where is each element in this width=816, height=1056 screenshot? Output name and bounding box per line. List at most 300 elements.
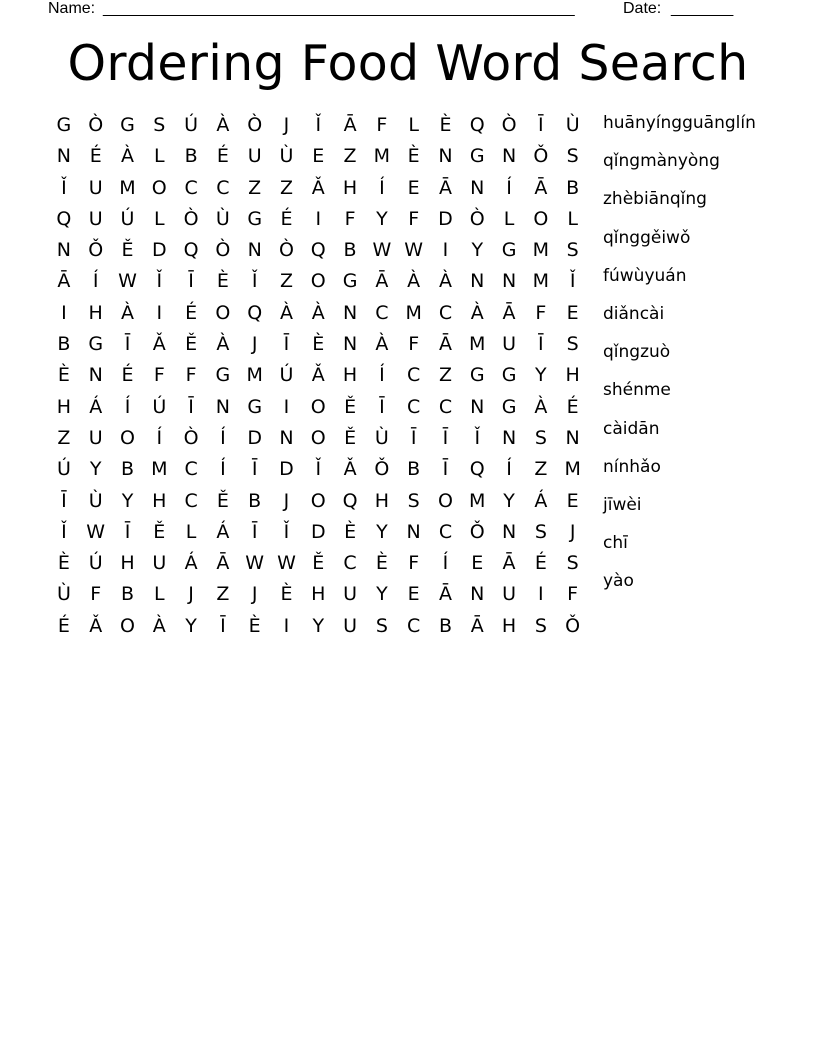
grid-cell[interactable]: Y [185,614,197,637]
grid-cell[interactable]: H [342,364,358,387]
grid-cell[interactable]: O [151,176,167,199]
grid-cell[interactable]: M [469,489,486,512]
grid-cell[interactable]: G [247,207,263,230]
grid-cell[interactable]: J [251,583,258,606]
grid-cell[interactable]: È [439,114,452,136]
grid-cell[interactable]: Ǐ [315,458,322,481]
grid-cell[interactable]: Ú [184,114,199,136]
grid-cell[interactable]: F [408,333,420,356]
grid-cell[interactable]: È [57,364,70,387]
grid-cell[interactable]: Ī [251,458,258,481]
grid-cell[interactable]: Ò [183,207,199,230]
grid-cell[interactable]: M [119,176,136,199]
grid-cell[interactable]: O [310,426,326,449]
grid-cell[interactable]: È [248,614,261,637]
grid-cell[interactable]: É [216,145,229,168]
grid-cell[interactable]: À [120,301,134,324]
grid-cell[interactable]: É [57,614,70,637]
grid-cell[interactable]: Ī [442,426,449,449]
grid-cell[interactable]: B [248,489,262,512]
grid-cell[interactable]: Y [376,207,388,230]
grid-cell[interactable]: I [538,583,544,606]
grid-cell[interactable]: Á [534,489,548,512]
word-list-item: zhèbiānqǐng [603,189,707,210]
grid-cell[interactable]: L [153,207,165,230]
grid-cell[interactable]: Ò [469,207,485,230]
grid-cell[interactable]: À [311,301,325,324]
grid-cell[interactable]: Ò [183,426,199,449]
grid-cell[interactable]: S [375,614,388,637]
grid-cell[interactable]: Ī [124,333,131,356]
grid-cell[interactable]: Ú [279,364,294,387]
grid-cell[interactable]: Ī [220,614,226,637]
grid-cell[interactable]: I [442,239,449,262]
grid-cell[interactable]: Ī [283,333,290,356]
grid-cell[interactable]: U [502,583,517,606]
grid-cell[interactable]: W [277,552,296,575]
grid-cell[interactable]: N [342,301,358,324]
grid-cell[interactable]: G [88,333,104,356]
grid-cell[interactable]: À [470,301,484,324]
grid-cell[interactable]: U [88,426,103,449]
grid-cell[interactable]: C [184,458,198,481]
grid-cell[interactable]: O [437,489,453,512]
grid-cell[interactable]: S [407,489,420,512]
grid-cell[interactable]: G [501,395,517,418]
grid-cell[interactable]: À [216,333,230,356]
grid-cell[interactable]: Í [442,552,449,575]
grid-cell[interactable]: È [280,583,293,606]
grid-cell[interactable]: N [56,239,71,262]
grid-cell[interactable]: Y [121,489,134,512]
grid-cell[interactable]: L [153,145,165,168]
grid-cell[interactable]: U [343,583,358,606]
grid-cell[interactable]: U [502,333,517,356]
grid-cell[interactable]: Q [469,114,485,136]
grid-cell[interactable]: Ī [251,520,258,543]
grid-cell[interactable]: C [343,552,357,575]
grid-cell[interactable]: Ǎ [152,333,166,356]
grid-cell[interactable]: O [533,207,549,230]
grid-cell[interactable]: À [438,270,452,293]
grid-cell[interactable]: Ǒ [374,458,390,481]
grid-cell[interactable]: B [57,333,71,356]
grid-cell[interactable]: S [566,145,579,168]
grid-cell[interactable]: S [566,333,579,356]
word-list-item: qǐngzuò [603,342,671,363]
grid-cell[interactable]: Á [216,520,230,543]
grid-cell[interactable]: N [501,270,517,293]
grid-cell[interactable]: Ā [375,270,389,293]
grid-cell[interactable]: B [184,145,198,168]
grid-cell[interactable]: È [312,333,325,356]
grid-cell[interactable]: Ā [502,301,516,324]
grid-cell[interactable]: Y [312,614,325,637]
grid-cell[interactable]: H [120,552,135,575]
grid-cell[interactable]: Ú [88,552,103,575]
word-list-item: fúwùyuán [603,265,687,286]
grid-cell[interactable]: À [120,145,134,168]
grid-cell[interactable]: Z [279,270,293,293]
grid-cell[interactable]: Ǐ [61,176,67,199]
grid-cell[interactable]: Ǒ [469,520,485,543]
grid-cell[interactable]: M [564,458,581,481]
grid-cell[interactable]: B [407,458,421,481]
grid-cell[interactable]: Ǒ [533,145,549,168]
grid-cell[interactable]: C [407,395,421,418]
grid-cell[interactable]: É [534,552,547,575]
grid-cell[interactable]: Z [438,364,452,387]
grid-cell[interactable]: L [567,207,578,230]
grid-cell[interactable]: N [279,426,294,449]
grid-cell[interactable]: Z [343,145,357,168]
grid-cell[interactable]: Ā [502,552,516,575]
grid-cell[interactable]: G [215,364,231,387]
grid-cell[interactable]: Ī [61,489,67,512]
grid-cell[interactable]: Q [342,489,358,512]
grid-cell[interactable]: Ǎ [311,176,325,199]
grid-cell[interactable]: W [372,239,392,262]
grid-cell[interactable]: Ā [534,176,548,199]
grid-cell[interactable]: Ě [344,426,357,449]
grid-cell[interactable]: C [184,489,198,512]
grid-cell[interactable]: Q [56,207,72,230]
grid-cell[interactable]: H [501,614,517,637]
grid-cell[interactable]: U [247,145,262,168]
grid-cell[interactable]: Ǐ [251,270,258,293]
grid-cell[interactable]: Í [220,458,226,481]
grid-cell[interactable]: Ā [438,333,452,356]
grid-cell[interactable]: F [185,364,197,387]
grid-cell[interactable]: W [86,520,106,543]
word-list-item: càidān [603,418,660,439]
grid-cell[interactable]: À [375,333,389,356]
grid-cell[interactable]: Y [503,489,515,512]
grid-cell[interactable]: S [566,239,579,262]
grid-cell[interactable]: Z [216,583,230,606]
grid-cell[interactable]: F [376,114,388,136]
date-field[interactable]: _______ [671,0,734,17]
grid-cell[interactable]: C [375,301,389,324]
grid-cell[interactable]: S [566,552,579,575]
grid-cell[interactable]: Q [310,239,326,262]
grid-cell[interactable]: È [57,552,70,575]
grid-cell[interactable]: Y [471,239,484,262]
grid-cell[interactable]: Ā [438,176,452,199]
grid-cell[interactable]: S [153,114,166,136]
grid-cell[interactable]: O [310,489,326,512]
grid-cell[interactable]: N [88,364,103,387]
grid-cell[interactable]: Ù [279,145,294,168]
grid-cell[interactable]: N [470,270,485,293]
grid-cell[interactable]: I [156,301,163,324]
grid-cell[interactable]: C [407,614,421,637]
grid-cell[interactable]: F [535,301,547,324]
grid-cell[interactable]: O [120,426,135,449]
grid-cell[interactable]: Ǒ [88,239,104,262]
grid-cell[interactable]: I [283,395,290,418]
grid-cell[interactable]: O [310,395,326,418]
grid-cell[interactable]: Í [156,426,163,449]
grid-cell[interactable]: É [121,364,134,387]
grid-cell[interactable]: W [404,239,424,262]
grid-cell[interactable]: Q [247,301,263,324]
grid-cell[interactable]: Ù [215,207,230,230]
grid-cell[interactable]: G [501,239,517,262]
grid-cell[interactable]: Í [379,364,385,387]
grid-cell[interactable]: O [215,301,231,324]
grid-cell[interactable]: Ú [152,395,167,418]
grid-cell[interactable]: É [89,145,102,168]
grid-cell[interactable]: W [118,270,137,293]
word-list-item: jīwèi [603,494,642,515]
grid-cell[interactable]: Ě [121,239,134,262]
grid-cell[interactable]: L [153,583,165,606]
grid-cell[interactable]: O [120,614,135,637]
grid-cell[interactable]: Ǐ [61,520,67,543]
grid-cell[interactable]: G [342,270,358,293]
grid-cell[interactable]: H [88,301,103,324]
grid-cell[interactable]: I [61,301,67,324]
grid-cell[interactable]: È [344,520,357,543]
grid-cell[interactable]: Ā [216,552,230,575]
grid-cell[interactable]: G [120,114,135,136]
grid-cell[interactable]: H [56,395,72,418]
grid-cell[interactable]: F [567,583,579,606]
grid-cell[interactable]: Ò [501,114,517,136]
grid-cell[interactable]: C [438,301,453,324]
grid-cell[interactable]: Ǒ [565,614,581,637]
grid-cell[interactable]: Ī [442,458,449,481]
grid-cell[interactable]: Ǐ [474,426,481,449]
grid-cell[interactable]: H [374,489,390,512]
grid-cell[interactable]: J [569,520,576,543]
grid-cell[interactable]: Í [124,395,131,418]
grid-cell[interactable]: Ǐ [156,270,163,293]
grid-cell[interactable]: Ě [312,552,325,575]
grid-cell[interactable]: Í [379,176,385,199]
grid-cell[interactable]: Ǎ [89,614,103,637]
grid-cell[interactable]: À [216,114,230,136]
grid-cell[interactable]: Ě [153,520,166,543]
grid-cell[interactable]: É [185,301,198,324]
grid-cell[interactable]: F [153,364,165,387]
grid-cell[interactable]: C [216,176,230,199]
grid-cell[interactable]: M [373,145,391,168]
grid-cell[interactable]: Ī [188,270,194,293]
grid-cell[interactable]: G [247,395,263,418]
grid-cell[interactable]: M [532,270,550,293]
grid-cell[interactable]: D [438,207,453,230]
grid-cell[interactable]: C [407,364,421,387]
grid-cell[interactable]: Ā [57,270,71,293]
grid-cell[interactable]: Ī [379,395,385,418]
grid-cell[interactable]: G [56,114,72,136]
grid-cell[interactable]: Ī [538,333,544,356]
grid-cell[interactable]: Ā [438,583,452,606]
grid-cell[interactable]: M [151,458,168,481]
header [48,0,748,20]
grid-cell[interactable]: C [184,176,198,199]
grid-cell[interactable]: É [566,395,579,418]
grid-cell[interactable]: S [534,426,547,449]
grid-cell[interactable]: Ù [56,583,71,606]
grid-cell[interactable]: S [534,520,547,543]
grid-cell[interactable]: Q [469,458,485,481]
grid-cell[interactable]: Ā [470,614,484,637]
grid-cell[interactable]: D [151,239,167,262]
grid-cell[interactable]: Z [57,426,71,449]
letter-grid [48,110,589,642]
grid-cell[interactable]: B [438,614,452,637]
grid-cell[interactable]: Á [89,395,103,418]
grid-cell[interactable]: N [470,395,485,418]
grid-cell[interactable]: B [120,458,135,481]
grid-cell[interactable]: G [469,145,485,168]
grid-cell[interactable]: I [283,614,290,637]
grid-cell[interactable]: Ī [538,114,544,136]
word-list-item: qǐngmànyòng [603,151,720,172]
grid-cell[interactable]: À [407,270,421,293]
grid-cell[interactable]: Ǐ [315,114,322,136]
grid-cell[interactable]: I [315,207,322,230]
grid-cell[interactable]: È [407,145,420,168]
grid-cell[interactable]: Í [506,458,512,481]
grid-cell[interactable]: S [534,614,547,637]
grid-cell[interactable]: H [342,176,358,199]
grid-cell[interactable]: G [501,364,517,387]
grid-cell[interactable]: H [311,583,326,606]
grid-cell[interactable]: H [152,489,167,512]
grid-cell[interactable]: M [532,239,550,262]
grid-cell[interactable]: D [247,426,262,449]
grid-cell[interactable]: Ī [124,520,131,543]
grid-cell[interactable]: Z [279,176,293,199]
grid-cell[interactable]: E [407,176,420,199]
grid-cell[interactable]: Ò [278,239,294,262]
grid-cell[interactable]: Ě [185,333,198,356]
grid-cell[interactable]: Ò [247,114,263,136]
grid-cell[interactable]: Ú [56,458,71,481]
grid-cell[interactable]: N [215,395,230,418]
grid-cell[interactable]: Y [89,458,102,481]
grid-cell[interactable]: Ī [410,426,417,449]
grid-cell[interactable]: M [405,301,422,324]
grid-cell[interactable]: C [438,395,453,418]
grid-cell[interactable]: U [88,176,103,199]
grid-cell[interactable]: N [342,333,358,356]
grid-cell[interactable]: Ò [215,239,231,262]
grid-cell[interactable]: Q [183,239,199,262]
grid-cell[interactable]: C [438,520,453,543]
grid-cell[interactable]: Ù [88,489,103,512]
grid-cell[interactable]: Ǎ [343,458,357,481]
grid-cell[interactable]: E [566,301,579,324]
grid-cell[interactable]: Ě [216,489,229,512]
grid-cell[interactable]: D [310,520,326,543]
grid-cell[interactable]: Ě [344,395,357,418]
grid-cell[interactable]: E [312,145,325,168]
grid-cell[interactable]: N [56,145,71,168]
grid-cell[interactable]: N [247,239,262,262]
grid-cell[interactable]: B [343,239,357,262]
grid-cell[interactable]: Ǐ [569,270,576,293]
name-field[interactable]: _____________________________________________________ [103,0,575,17]
grid-cell[interactable]: F [344,207,356,230]
grid-cell[interactable]: U [152,552,167,575]
grid-cell[interactable]: À [152,614,166,637]
grid-cell[interactable]: L [503,207,515,230]
grid-cell[interactable]: Ú [120,207,135,230]
grid-cell[interactable]: J [283,489,290,512]
grid-cell[interactable]: U [88,207,103,230]
grid-cell[interactable]: H [565,364,580,387]
grid-cell[interactable]: F [408,552,420,575]
grid-cell[interactable]: F [408,207,420,230]
grid-cell[interactable]: G [469,364,485,387]
grid-cell[interactable]: Ù [565,114,580,136]
grid-cell[interactable]: N [438,145,453,168]
grid-cell[interactable]: Í [220,426,226,449]
grid-cell[interactable]: M [469,333,486,356]
grid-cell[interactable]: N [501,145,517,168]
grid-cell[interactable]: J [251,333,258,356]
grid-cell[interactable]: J [188,583,194,606]
grid-cell[interactable]: É [280,207,293,230]
grid-cell[interactable]: Y [376,520,388,543]
grid-cell[interactable]: Ǐ [283,520,290,543]
grid-cell[interactable]: N [470,583,485,606]
grid-cell[interactable]: À [534,395,548,418]
grid-cell[interactable]: N [565,426,580,449]
grid-cell[interactable]: E [471,552,484,575]
grid-cell[interactable]: Á [184,552,198,575]
grid-cell[interactable]: Ǎ [311,364,325,387]
grid-cell[interactable]: L [185,520,197,543]
grid-cell[interactable]: N [501,426,517,449]
grid-cell[interactable]: Z [248,176,262,199]
grid-cell[interactable]: U [343,614,358,637]
grid-cell[interactable]: N [470,176,485,199]
grid-cell[interactable]: O [310,270,326,293]
grid-cell[interactable]: L [408,114,419,136]
grid-cell[interactable]: B [120,583,135,606]
grid-cell[interactable]: N [501,520,517,543]
grid-cell[interactable]: È [216,270,229,293]
grid-cell[interactable]: À [279,301,293,324]
grid-cell[interactable]: È [375,552,388,575]
grid-cell[interactable]: Ù [374,426,389,449]
grid-cell[interactable]: Ā [343,114,357,136]
grid-cell[interactable]: Í [92,270,99,293]
grid-cell[interactable]: N [406,520,421,543]
grid-cell[interactable]: Y [376,583,388,606]
grid-cell[interactable]: D [279,458,294,481]
word-list-item: shénme [603,380,671,401]
grid-cell[interactable]: Z [534,458,548,481]
grid-cell[interactable]: B [566,176,580,199]
grid-cell[interactable]: E [566,489,579,512]
grid-cell[interactable]: E [407,583,420,606]
grid-cell[interactable]: Ī [188,395,194,418]
grid-cell[interactable]: F [90,583,102,606]
grid-cell[interactable]: W [245,552,265,575]
grid-cell[interactable]: M [246,364,263,387]
grid-cell[interactable]: J [283,114,290,136]
grid-cell[interactable]: Ò [88,114,104,136]
grid-cell[interactable]: Í [506,176,512,199]
grid-cell[interactable]: Y [535,364,547,387]
